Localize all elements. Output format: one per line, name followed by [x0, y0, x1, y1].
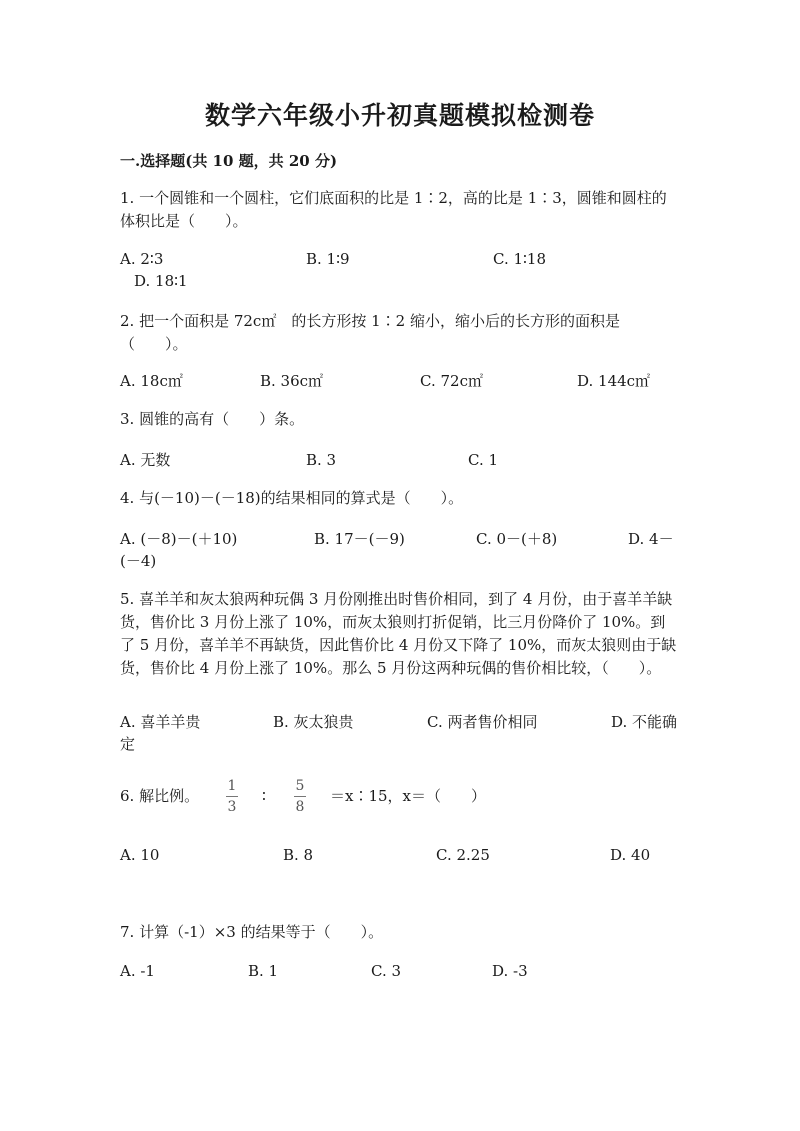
- page-title: 数学六年级小升初真题模拟检测卷: [204, 101, 595, 130]
- fraction-five-eighths: [292, 778, 308, 815]
- q1-option-d[interactable]: D. 18∶1: [134, 272, 188, 290]
- q7-option-c[interactable]: C. 3: [371, 962, 402, 980]
- question-2-text: 2. 把一个面积是 72c㎡ 的长方形按 1∶2 缩小，缩小后的长方形的面积是（ ）。: [120, 312, 620, 353]
- q6-option-b[interactable]: B. 8: [283, 846, 314, 864]
- q5-option-a[interactable]: A. 喜羊羊贵: [120, 713, 201, 731]
- q4-option-c[interactable]: C. 0－(＋8): [476, 530, 558, 548]
- fraction-numerator: 5: [295, 778, 305, 794]
- q6-option-a[interactable]: A. 10: [120, 846, 160, 864]
- q5-option-c[interactable]: C. 两者售价相同: [427, 713, 538, 731]
- question-5-text: 5. 喜羊羊和灰太狼两种玩偶 3 月份刚推出时售价相同，到了 4 月份，由于喜羊羊缺货，售价比 3 月份上涨了 10%，而灰太狼则打折促销，比三月份降价了 10%。到了 5 月份，喜羊羊不再缺货，因此售价比 4 月份又下降了 10%，而灰太狼则由于缺货，售价比 4 月份上涨了 10%。那么 5 月份这两种玩偶的售价相比较，（ ）。: [120, 590, 677, 677]
- fraction-bar: [226, 796, 238, 797]
- q1-option-b[interactable]: B. 1∶9: [306, 250, 350, 268]
- q5-option-d[interactable]: D. 不能确: [611, 713, 678, 731]
- q3-option-a[interactable]: A. 无数: [120, 451, 171, 469]
- question-1-text: 1. 一个圆锥和一个圆柱，它们底面积的比是 1∶2，高的比是 1∶3，圆锥和圆柱的体积比是（ ）。: [120, 189, 667, 230]
- q7-option-a[interactable]: A. -1: [120, 962, 155, 980]
- q4-option-d[interactable]: D. 4－: [628, 530, 674, 548]
- question-6-suffix: ＝x∶15，x＝（ ）: [330, 787, 487, 805]
- fraction-one-third: [224, 778, 240, 815]
- fraction-numerator: 1: [227, 778, 237, 794]
- q5-option-d-continued: 定: [120, 735, 136, 753]
- fraction-denominator: 8: [295, 799, 305, 815]
- fraction-denominator: 3: [227, 799, 237, 815]
- q3-option-c[interactable]: C. 1: [468, 451, 499, 469]
- q4-option-d-continued: (－4): [120, 552, 157, 570]
- question-7-text: 7. 计算（-1）×3 的结果等于（ ）。: [120, 923, 384, 941]
- q2-option-b[interactable]: B. 36c㎡: [260, 372, 324, 390]
- q1-option-c[interactable]: C. 1∶18: [493, 250, 547, 268]
- q3-option-b[interactable]: B. 3: [306, 451, 337, 469]
- q7-option-b[interactable]: B. 1: [248, 962, 279, 980]
- q6-option-d[interactable]: D. 40: [610, 846, 651, 864]
- q2-option-d[interactable]: D. 144c㎡: [577, 372, 651, 390]
- fraction-bar: [294, 796, 306, 797]
- ratio-colon: ∶: [262, 787, 266, 805]
- q4-option-a[interactable]: A. (－8)－(＋10): [120, 530, 238, 548]
- q5-option-b[interactable]: B. 灰太狼贵: [273, 713, 354, 731]
- question-3-text: 3. 圆锥的高有（ ）条。: [120, 410, 305, 428]
- q6-option-c[interactable]: C. 2.25: [436, 846, 490, 864]
- q7-option-d[interactable]: D. -3: [492, 962, 528, 980]
- q2-option-a[interactable]: A. 18c㎡: [120, 372, 183, 390]
- question-6-prefix: 6. 解比例。: [120, 787, 200, 805]
- q1-option-a[interactable]: A. 2∶3: [120, 250, 164, 268]
- section-heading: 一.选择题(共 10 题，共 20 分): [120, 152, 338, 170]
- q4-option-b[interactable]: B. 17－(－9): [314, 530, 405, 548]
- question-4-text: 4. 与(－10)－(－18)的结果相同的算式是（ ）。: [120, 489, 464, 507]
- q2-option-c[interactable]: C. 72c㎡: [420, 372, 483, 390]
